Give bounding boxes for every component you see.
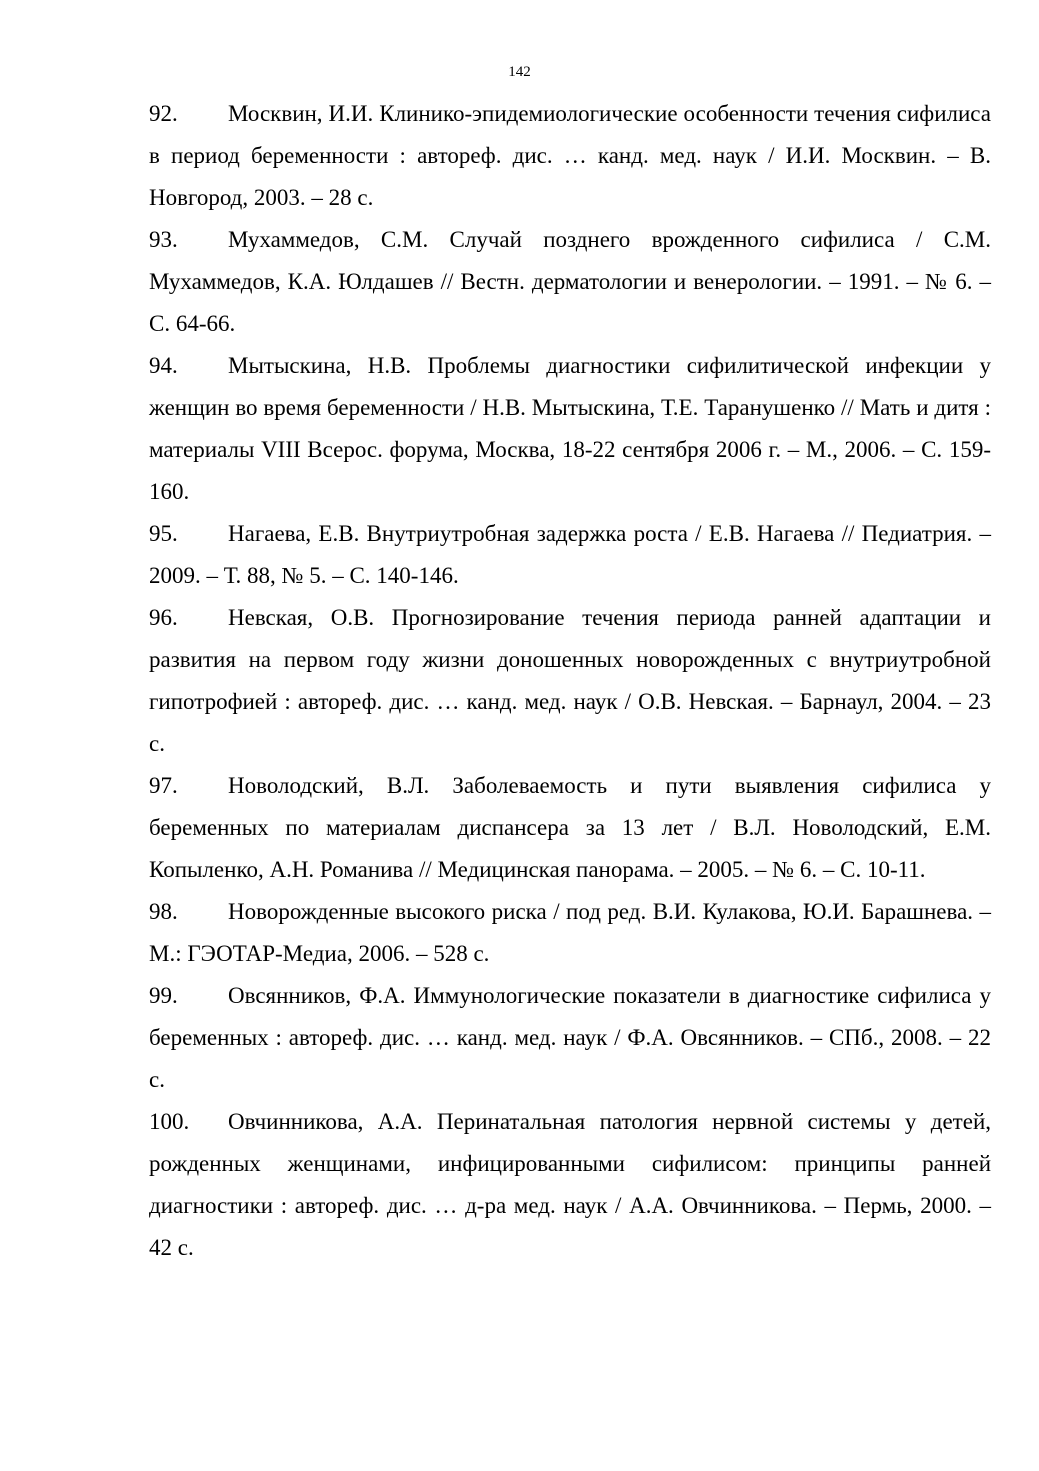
reference-item <box>149 345 991 513</box>
reference-item <box>149 513 991 597</box>
reference-item <box>149 891 991 975</box>
reference-item <box>149 975 991 1101</box>
reference-item <box>149 219 991 345</box>
reference-list <box>149 93 991 1269</box>
reference-number: 95. <box>149 521 178 546</box>
reference-text: Овчинникова, А.А. Перинатальная патология нервной системы у детей, рожденных женщинами, инфицированными сифилисом: принципы ранней диагностики : автореф. дис. … д-ра мед. наук / А.А. Овчинникова. – Пермь, 2000. – 42 с. <box>149 1109 991 1260</box>
reference-text: Мытыскина, Н.В. Проблемы диагностики сифилитической инфекции у женщин во время беременности / Н.В. Мытыскина, Т.Е. Таранушенко // Мать и дитя : материалы VIII Всерос. форума, Москва, 18-22 сентября 2006 г. – М., 2006. – С. 159-160. <box>149 353 991 504</box>
reference-text: Новорожденные высокого риска / под ред. В.И. Кулакова, Ю.И. Барашнева. – М.: ГЭОТАР-Медиа, 2006. – 528 с. <box>149 899 991 966</box>
reference-number: 96. <box>149 605 178 630</box>
reference-item <box>149 597 991 765</box>
reference-number: 92. <box>149 101 178 126</box>
reference-text: Москвин, И.И. Клинико-эпидемиологические особенности течения сифилиса в период беременности : автореф. дис. … канд. мед. наук / И.И. Москвин. – В. Новгород, 2003. – 28 с. <box>149 101 991 210</box>
reference-item <box>149 765 991 891</box>
reference-text: Невская, О.В. Прогнозирование течения периода ранней адаптации и развития на первом году жизни доношенных новорожденных с внутриутробной гипотрофией : автореф. дис. … канд. мед. наук / О.В. Невская. – Барнаул, 2004. – 23 с. <box>149 605 991 756</box>
reference-item <box>149 93 991 219</box>
reference-number: 99. <box>149 983 178 1008</box>
reference-number: 98. <box>149 899 178 924</box>
page-number: 142 <box>508 64 531 80</box>
reference-number: 94. <box>149 353 178 378</box>
reference-text: Новолодский, В.Л. Заболеваемость и пути выявления сифилиса у беременных по материалам диспансера за 13 лет / В.Л. Новолодский, Е.М. Копыленко, А.Н. Романива // Медицинская панорама. – 2005. – № 6. – С. 10-11. <box>149 773 991 882</box>
reference-text: Мухаммедов, С.М. Случай позднего врожденного сифилиса / С.М. Мухаммедов, К.А. Юлдашев // Вестн. дерматологии и венерологии. – 1991. – № 6. – С. 64-66. <box>149 227 991 336</box>
reference-number: 93. <box>149 227 178 252</box>
reference-item <box>149 1101 991 1269</box>
reference-number: 97. <box>149 773 178 798</box>
reference-number: 100. <box>149 1109 190 1134</box>
reference-text: Нагаева, Е.В. Внутриутробная задержка роста / Е.В. Нагаева // Педиатрия. – 2009. – Т. 88, № 5. – С. 140-146. <box>149 521 991 588</box>
reference-text: Овсянников, Ф.А. Иммунологические показатели в диагностике сифилиса у беременных : автореф. дис. … канд. мед. наук / Ф.А. Овсянников. – СПб., 2008. – 22 с. <box>149 983 991 1092</box>
